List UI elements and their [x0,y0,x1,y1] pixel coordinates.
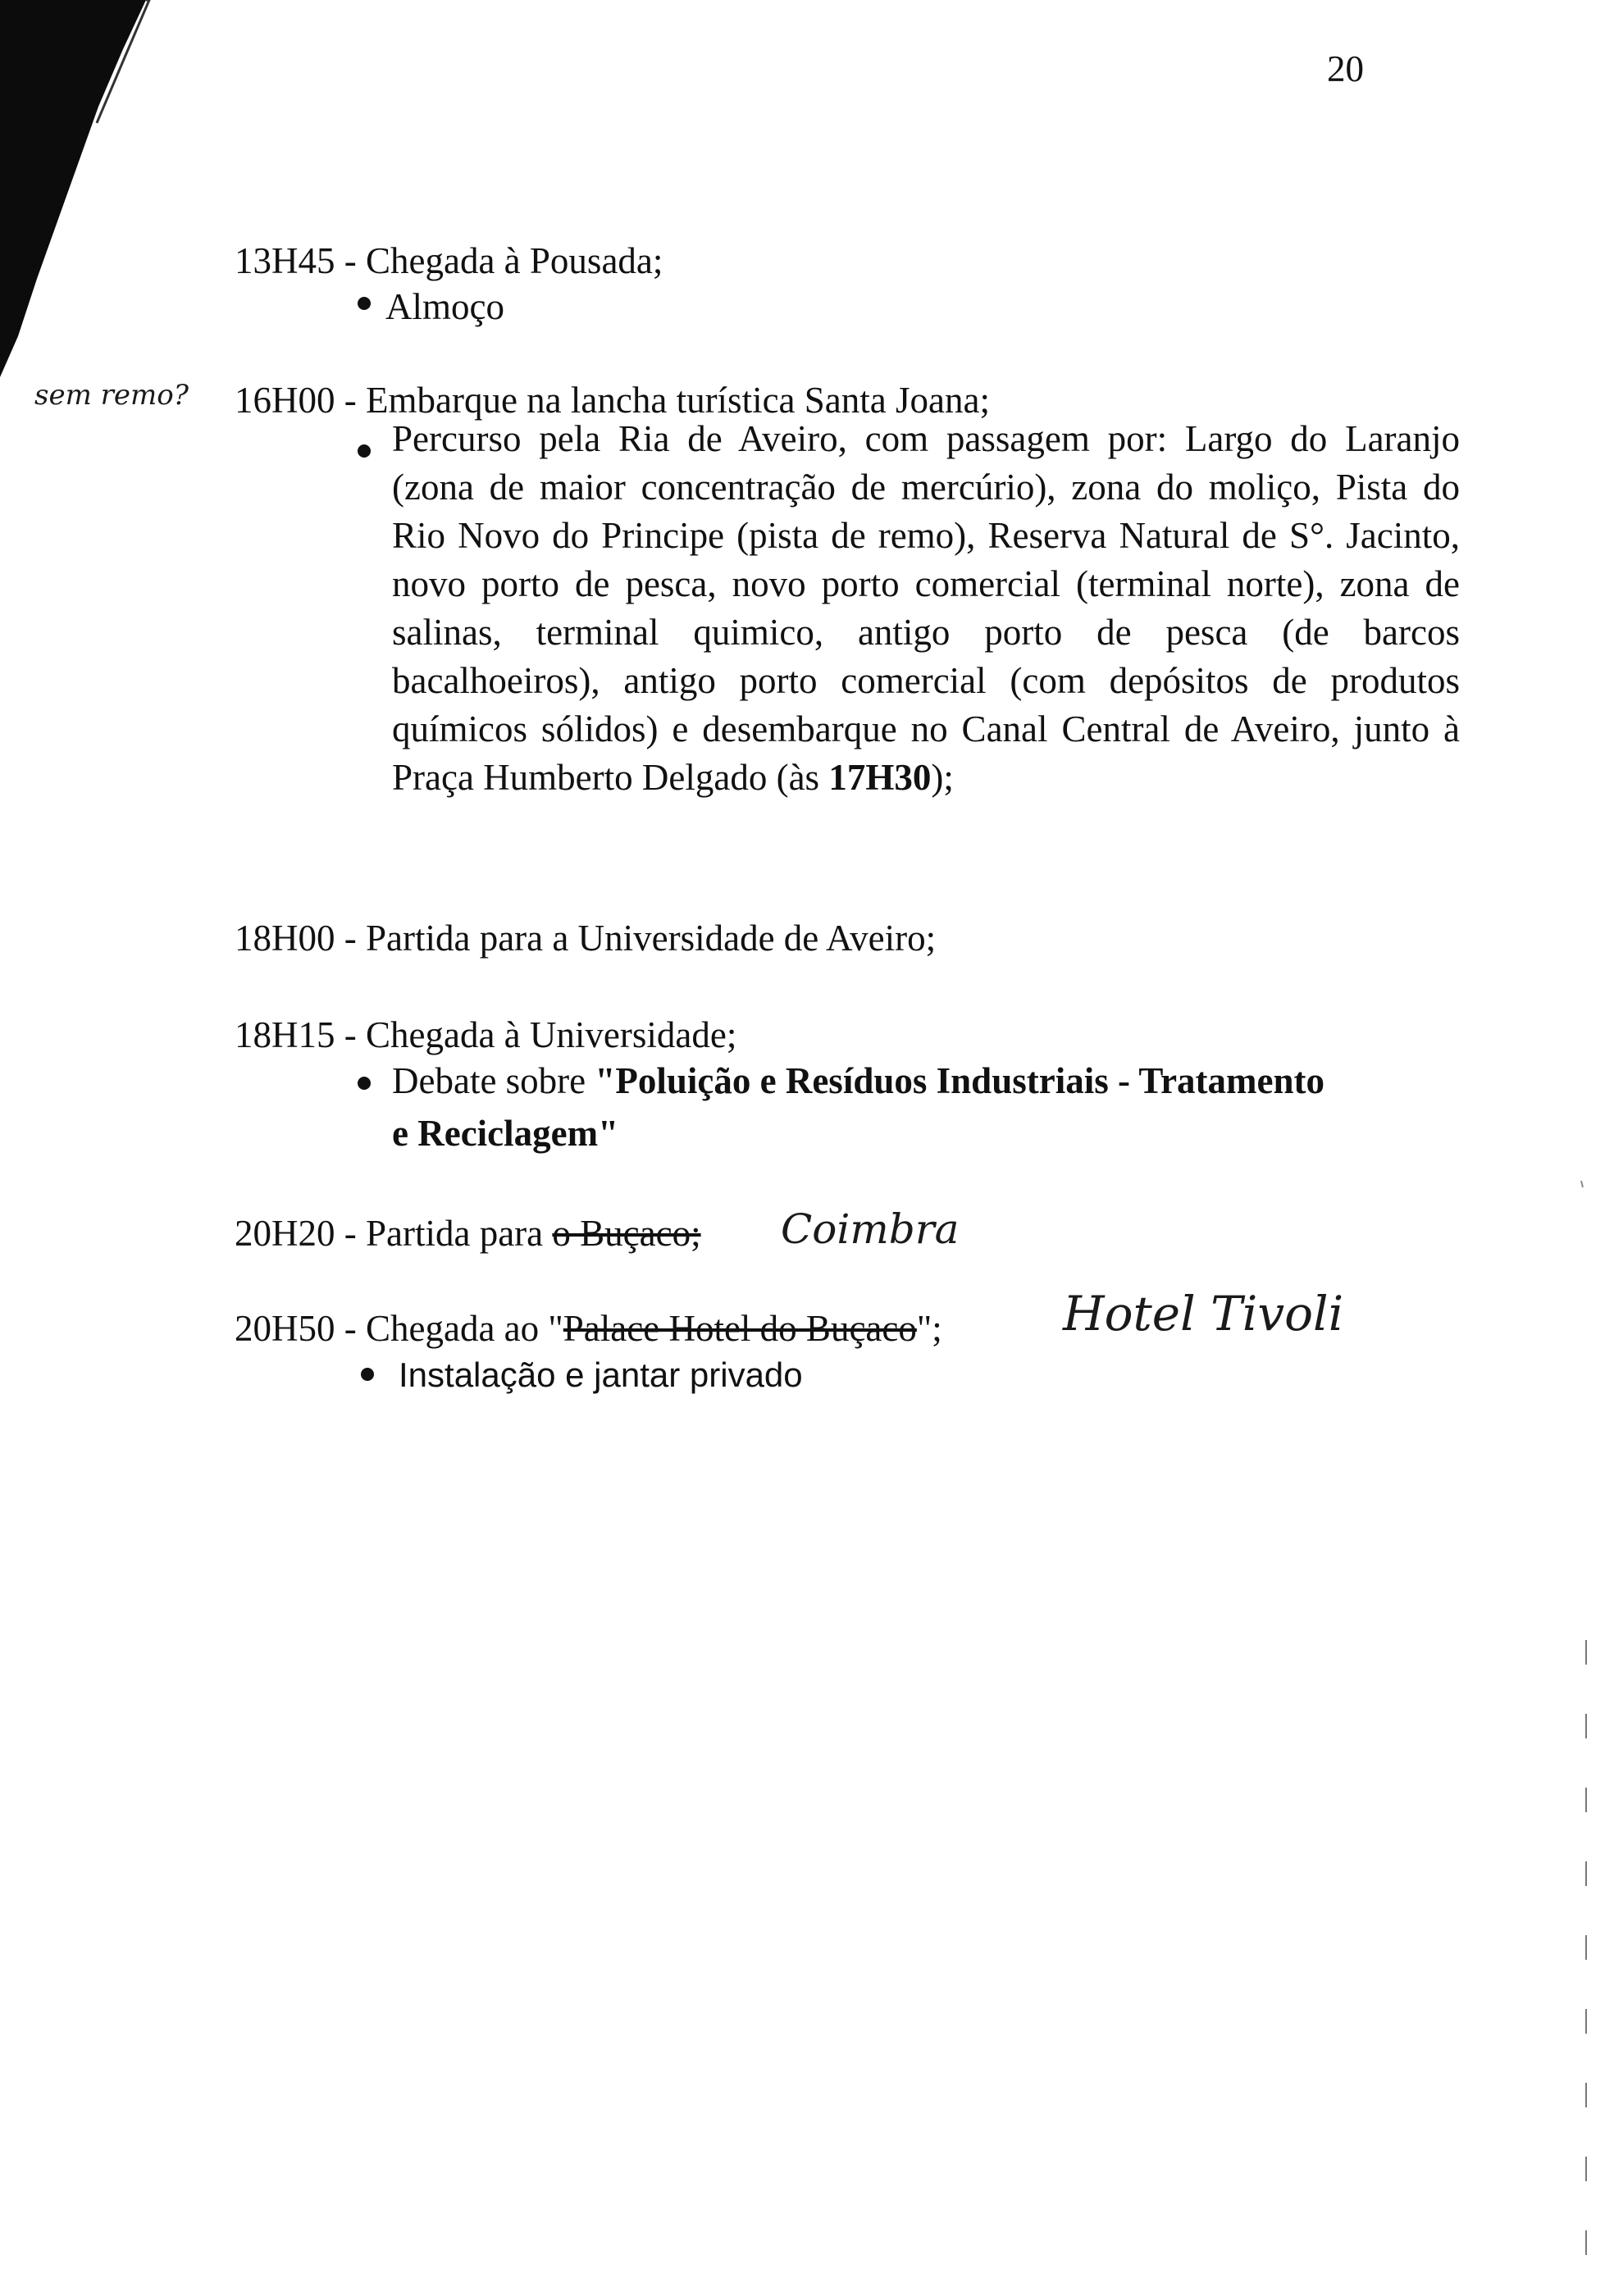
handwritten-hotel-tivoli: Hotel Tivoli [1063,1286,1344,1342]
struck-destination: o Buçaco; [552,1213,701,1254]
bullet-almoco: Almoço [385,286,504,327]
entry-time: 18H15 [235,1014,335,1055]
entry-1800 [235,920,936,957]
separator: - [335,1213,366,1254]
entry-text-suffix: "; [916,1308,942,1349]
entry-1815 [235,1014,737,1055]
bullet-instalacao: Instalação e jantar privado [399,1355,803,1394]
struck-hotel: Palace Hotel do Buçaco [563,1308,917,1349]
scan-edge-marks [1575,1148,1607,2296]
separator: - [335,240,366,281]
entry-time: 13H45 [235,240,335,281]
paragraph-text: Percurso pela Ria de Aveiro, com passagem por: Largo do Laranjo (zona de maior concentração de mercúrio), zona do moliço, Pista do Rio Novo do Principe (pista de remo), Reserva Natural de S°. Jacinto, novo porto de pesca, novo porto comercial (terminal norte), zona de salinas, terminal quimico, antigo porto de pesca (de barcos bacalhoeiros), antigo porto comercial (com depósitos de produtos químicos sólidos) e desembarque no Canal Central de Aveiro, junto à Praça Humberto Delgado (às [392,418,1460,798]
separator: - [335,380,366,421]
entry-text: Chegada à Pousada; [366,240,663,281]
entry-text: Partida para a Universidade de Aveiro; [366,918,937,959]
entry-time: 18H00 [235,918,335,959]
paragraph-bold-time: 17H30 [828,757,932,798]
entry-text-prefix: Chegada ao " [366,1308,563,1349]
paragraph-end: ); [931,757,954,798]
bullet-debate-line1 [392,1060,1324,1101]
entry-text: Embarque na lancha turística Santa Joana; [366,380,990,421]
scan-edge-shadow [0,0,164,385]
entry-text: Chegada à Universidade; [366,1014,737,1055]
debate-title-line2: e Reciclagem" [392,1113,619,1154]
bullet-dot [358,297,371,310]
handwritten-coimbra: Coimbra [781,1205,960,1253]
handwritten-margin-note: sem remo? [34,379,189,412]
entry-time: 16H00 [235,380,335,421]
entry-text-prefix: Partida para [366,1213,553,1254]
entry-2050 [235,1310,942,1347]
entry-time: 20H20 [235,1213,335,1254]
separator: - [335,1014,366,1055]
bullet-dot [358,444,371,458]
bullet-dot [361,1368,374,1381]
bullet-dot [358,1077,371,1090]
page-number: 20 [1327,48,1364,89]
debate-title-line1: "Poluição e Resíduos Industriais - Tratamento [595,1060,1324,1101]
entry-1600 [235,382,990,419]
entry-time: 20H50 [235,1308,335,1349]
entry-1345 [235,240,663,281]
debate-lead: Debate sobre [392,1060,595,1101]
bullet-percurso-paragraph [392,415,1460,802]
separator: - [335,918,366,959]
separator: - [335,1308,366,1349]
entry-2020 [235,1215,701,1252]
